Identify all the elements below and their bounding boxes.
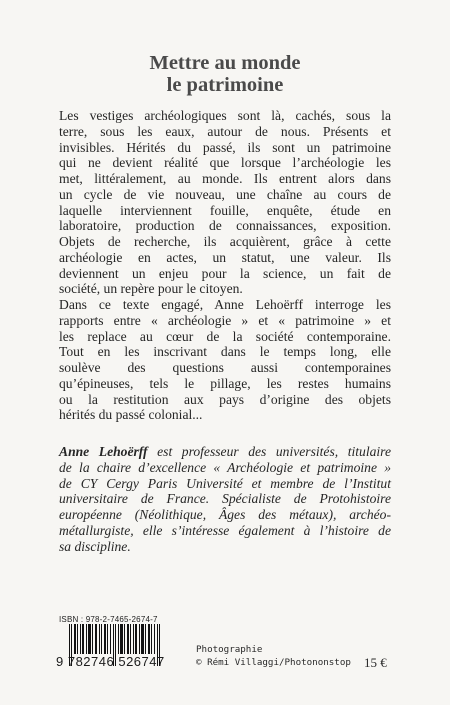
blurb-line: soulève des questions aussi contemporaines xyxy=(59,360,391,375)
blurb-line: archéologie en actes, un statut, une valeur. Ils xyxy=(59,249,391,265)
barcode-digits: 9 782746 526747 xyxy=(56,654,165,669)
blurb-line: un cycle de vie nouveau, une chaîne au cours de xyxy=(59,186,391,202)
blurb-line: société, un repère pour le citoyen. xyxy=(59,281,243,297)
photo-credit-line-2: © Rémi Villaggi/Photononstop xyxy=(196,656,351,668)
blurb-line: ou la restitution aux pays d’origine des objets xyxy=(59,391,391,407)
author-bio xyxy=(59,444,391,554)
blurb-line: terre, sous les eaux, autour de nous. Présents et xyxy=(59,123,391,139)
price: 15 € xyxy=(364,655,387,670)
bio-line: métallurgiste, elle s’intéresse également à l’histoire de xyxy=(59,522,391,538)
title-line-1: Mettre au monde xyxy=(149,52,301,74)
blurb-line: met, littéralement, au monde. Ils entrent alors dans xyxy=(59,171,391,186)
blurb-line: qui ne devient réalité que lorsque l’archéologie les xyxy=(59,155,391,171)
bio-line: de la chaire d’excellence « Archéologie et patrimoine » xyxy=(59,459,391,475)
blurb-line: Tout en les inscrivant dans le temps long, elle xyxy=(59,344,391,360)
blurb-line: deviennent un enjeu pour la science, un fait de xyxy=(59,265,391,281)
blurb-line: laquelle interviennent fouille, enquête, étude en xyxy=(59,202,391,218)
blurb-text xyxy=(59,108,391,423)
blurb-line: hérités du passé colonial... xyxy=(59,407,203,423)
title-line-2: le patrimoine xyxy=(166,74,284,96)
blurb-line: laboratoire, production de connaissances, exposition. xyxy=(59,218,391,234)
blurb-line: invisibles. Hérités du passé, ils sont un patrimoine xyxy=(59,139,391,155)
bio-line: sa discipline. xyxy=(59,538,131,554)
blurb-line: rapports entre « archéologie » et « patrimoine » et xyxy=(59,312,391,328)
bio-line: de CY Cergy Paris Université et membre de l’Institut xyxy=(59,475,391,491)
bio-line: universitaire de France. Spécialiste de Protohistoire xyxy=(59,491,391,507)
bio-line: européenne (Néolithique, Âges des métaux), archéo- xyxy=(59,507,391,522)
blurb-line: Les vestiges archéologiques sont là, cachés, sous la xyxy=(59,108,391,123)
blurb-line: les replace au cœur de la société contemporaine. xyxy=(59,328,391,344)
bio-first-line-rest: est professeur des universités, titulaire xyxy=(147,444,391,459)
blurb-line: qu’épineuses, tels le pillage, les restes humains xyxy=(59,375,391,391)
author-name: Anne Lehoërff xyxy=(59,444,148,459)
blurb-line: Dans ce texte engagé, Anne Lehoërff interroge les xyxy=(59,297,391,312)
blurb-line: Objets de recherche, ils acquièrent, grâce à cette xyxy=(59,234,391,249)
bio-line xyxy=(59,444,391,460)
isbn-label: ISBN : 978-2-7465-2674-7 xyxy=(59,615,158,624)
photo-credit xyxy=(196,644,351,669)
photo-credit-line-1: Photographie xyxy=(196,644,263,655)
